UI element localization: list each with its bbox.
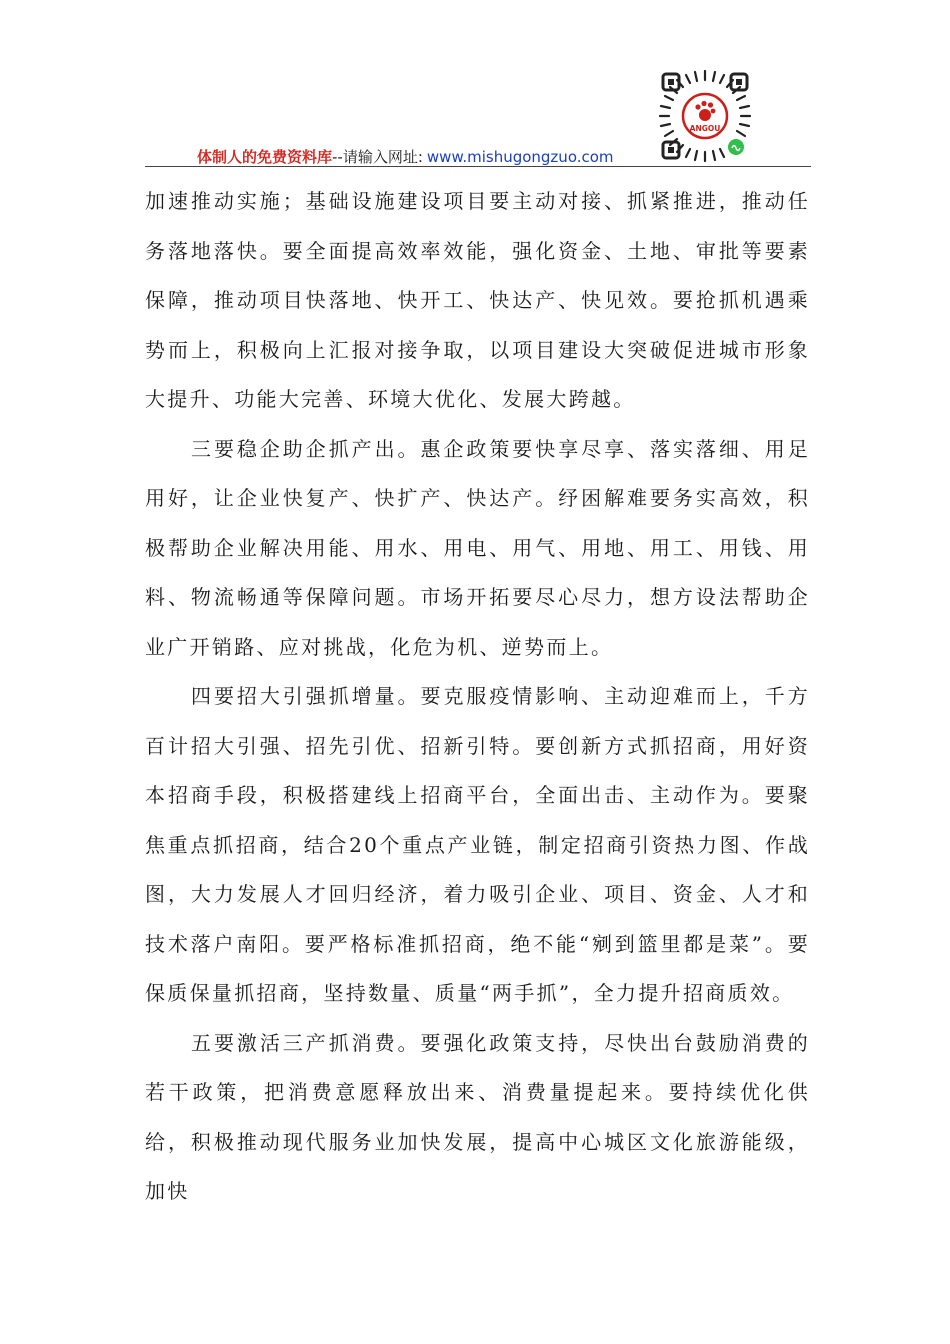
- url-prompt: --请输入网址:: [332, 148, 423, 166]
- page-header: [145, 142, 811, 166]
- paragraph: 加速推动实施；基础设施建设项目要主动对接、抓紧推进，推动任务落地落快。要全面提高效率效能，强化资金、土地、审批等要素保障，推动项目快落地、快开工、快达产、快见效。要抢抓机遇乘势而上，积极向上汇报对接争取，以项目建设大突破促进城市形象大提升、功能大完善、环境大优化、发展大跨越。: [145, 189, 810, 411]
- header-divider: [145, 166, 811, 167]
- paragraph: 四要招大引强抓增量。要克服疫情影响、主动迎难而上，千方百计招大引强、招先引优、招新引特。要创新方式抓招商，用好资本招商手段，积极搭建线上招商平台，全面出击、主动作为。要聚焦重点抓招商，结合20个重点产业链，制定招商引资热力图、作战图，大力发展人才回归经济，着力吸引企业、项目、资金、人才和技术落户南阳。要严格标准抓招商，绝不能“剜到篮里都是菜”。要保质保量抓招商，坚持数量、质量“两手抓”，全力提升招商质效。: [145, 684, 810, 1005]
- site-name: 体制人的免费资料库: [197, 148, 333, 166]
- site-url-link[interactable]: www.mishugongzuo.com: [426, 148, 614, 166]
- header-banner: [197, 146, 614, 167]
- paragraph: 五要激活三产抓消费。要强化政策支持，尽快出台鼓励消费的若干政策，把消费意愿释放出来、消费量提起来。要持续优化供给，积极推动现代服务业加快发展，提高中心城区文化旅游能级，加快: [145, 1030, 810, 1203]
- document-body: [145, 177, 810, 1217]
- qr-logo-text: ANGOU: [689, 124, 721, 133]
- paragraph: 三要稳企助企抓产出。惠企政策要快享尽享、落实落细、用足用好，让企业快复产、快扩产、快达产。纾困解难要务实高效，积极帮助企业解决用能、用水、用电、用气、用地、用工、用钱、用料、物流畅通等保障问题。市场开拓要尽心尽力，想方设法帮助企业广开销路、应对挑战，化危为机、逆势而上。: [145, 436, 810, 659]
